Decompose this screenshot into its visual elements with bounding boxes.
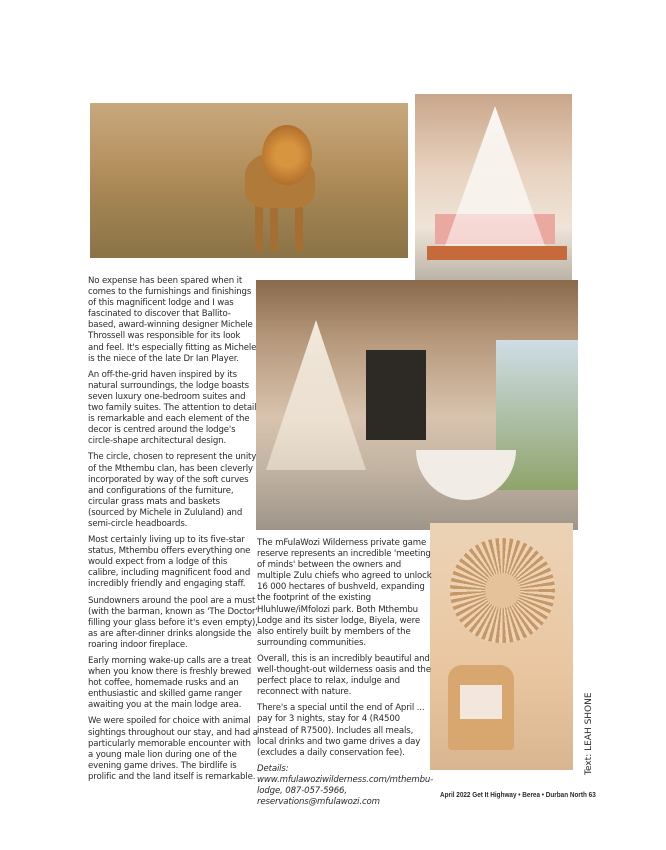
paragraph: The mFulaWozi Wilderness private game reserve represents an incredible 'meeting of minds' between the owners and multiple Zulu chiefs who agreed to unlock 16 000 hectares of bushveld, expanding the footprint of the existing Hluhluwe/iMfolozi park. Both Mthembu Lodge and its sister lodge, Biyela, were also entirely built by members of the surrounding communities. [257, 538, 432, 648]
paragraph: Overall, this is an incredibly beautiful and well-thought-out wilderness oasis and the perfect place to relax, indulge and reconnect with nature. [257, 653, 431, 698]
sunburst-mirror-photo [430, 523, 573, 770]
paragraph: There's a special until the end of April ... pay for 3 nights, stay for 4 (R4500 instead of R7500). Includes all meals, local drinks and two game drives a day (excludes a daily conservation fee). [257, 703, 425, 758]
bedroom-photo [409, 88, 578, 290]
contact-details: Details: www.mfulawoziwilderness.com/mthembu-lodge, 087-057-5966, reservations@mfulawozi.com [257, 763, 434, 808]
paragraph: The circle, chosen to represent the unity of the Mthembu clan, has been cleverly incorporated by way of the soft curves and configurations of the furniture, circular grass mats and baskets (sourced by Michele in Zululand) and semi-circle headboards. [88, 452, 257, 529]
paragraph: We were spoiled for choice with animal sightings throughout our stay, and had a particularly memorable encounter with a young male lion during one of the evening game drives. The birdlife is prolific and the land itself is remarkable. [88, 716, 258, 782]
suite-interior-photo [256, 280, 578, 530]
paragraph: An off-the-grid haven inspired by its natural surroundings, the lodge boasts seven luxury one-bedroom suites and two family suites. The attention to detail is remarkable and each element of the decor is centred around the lodge's circle-shape architectural design. [88, 369, 257, 447]
paragraph: Most certainly living up to its five-star status, Mthembu offers everything one would expect from a lodge of this calibre, including magnificent food and incredibly friendly and engaging staff. [88, 535, 251, 590]
article-column-left [88, 276, 258, 788]
page-footer: April 2022 Get It Highway • Berea • Durban North 63 [440, 790, 596, 799]
byline: Text: LEAH SHONE [584, 692, 594, 775]
lion-photo [90, 103, 408, 258]
paragraph: No expense has been spared when it comes to the furnishings and finishings of this magnificent lodge and I was fascinated to discover that Ballito-based, award-winning designer Michele Throssell was responsible for its look and feel. It's especially fitting as Michele is the niece of the late Dr Ian Player. [88, 276, 257, 364]
paragraph: Sundowners around the pool are a must (with the barman, known as 'The Doctor' filling your glass before it's even empty), as are after-dinner drinks alongside the roaring indoor fireplace. [88, 595, 258, 650]
paragraph: Early morning wake-up calls are a treat when you know there is freshly brewed hot coffee, homemade rusks and an enthusiastic and skilled game ranger awaiting you at the main lodge area. [88, 656, 252, 711]
article-column-middle [257, 538, 432, 813]
